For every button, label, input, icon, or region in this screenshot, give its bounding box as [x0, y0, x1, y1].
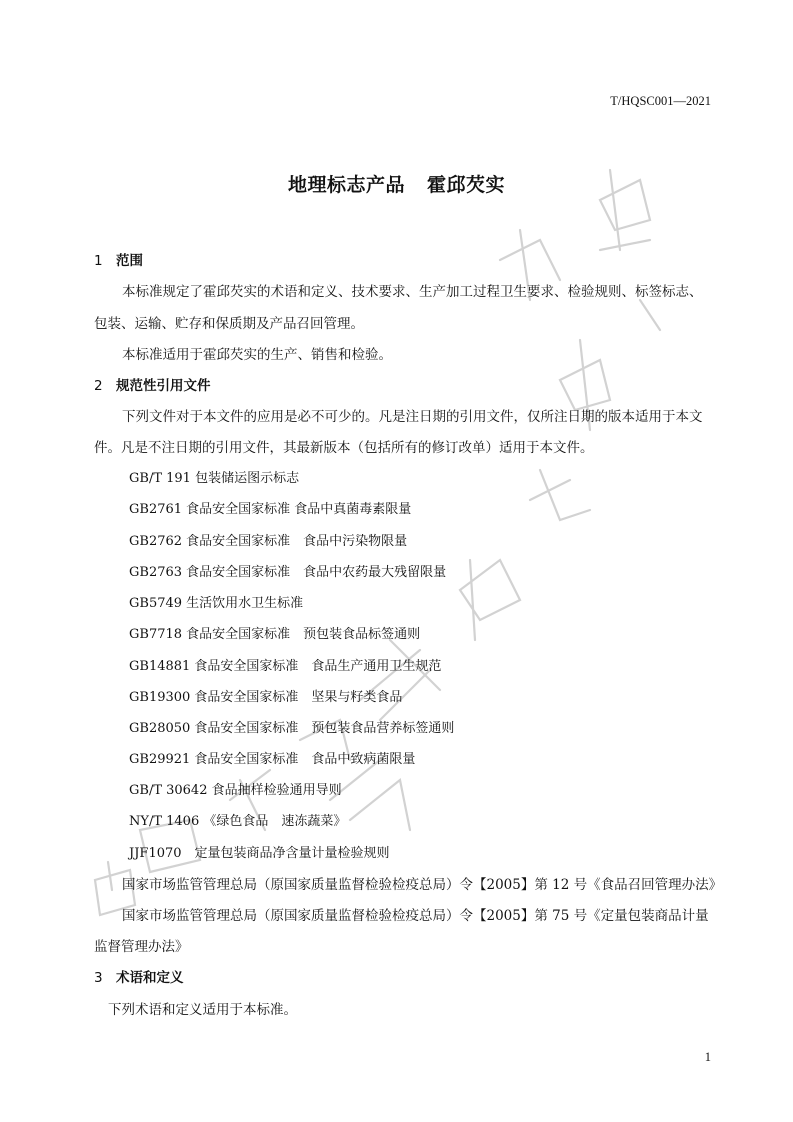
section-heading-terms-definitions — [94, 966, 184, 986]
reference-item: GB/T 30642 食品抽样检验通用导则 — [129, 783, 342, 798]
section-number: 1 — [94, 253, 103, 269]
page-number: 1 — [704, 1050, 711, 1064]
section-title: 规范性引用文件 — [116, 378, 211, 394]
reference-item: GB14881 食品安全国家标准 食品生产通用卫生规范 — [129, 659, 442, 674]
regulation-item: 国家市场监管管理总局（原国家质量监督检验检疫总局）令【2005】第 12 号《食品召回管理办法》 — [122, 877, 723, 893]
paragraph-line: 包装、运输、贮存和保质期及产品召回管理。 — [94, 316, 364, 332]
reference-item: GB7718 食品安全国家标准 预包装食品标签通则 — [129, 627, 421, 642]
section-heading-scope — [94, 249, 143, 269]
reference-item: GB29921 食品安全国家标准 食品中致病菌限量 — [129, 752, 416, 767]
reference-item: NY/T 1406 《绿色食品 速冻蔬菜》 — [129, 814, 347, 829]
document-title — [0, 170, 793, 197]
reference-item: GB19300 食品安全国家标准 坚果与籽类食品 — [129, 690, 403, 705]
regulation-item-line: 国家市场监管管理总局（原国家质量监督检验检疫总局）令【2005】第 75 号《定量包装商品计量 — [122, 908, 709, 924]
reference-item: GB28050 食品安全国家标准 预包装食品营养标签通则 — [129, 721, 455, 736]
reference-item: GB2761 食品安全国家标准 食品中真菌毒素限量 — [129, 502, 412, 517]
reference-item: GB/T 191 包装储运图示标志 — [129, 471, 300, 486]
reference-item: GB5749 生活饮用水卫生标准 — [129, 596, 304, 611]
reference-item: GB2763 食品安全国家标准 食品中农药最大残留限量 — [129, 565, 447, 580]
document-code: T/HQSC001—2021 — [610, 94, 711, 108]
paragraph-line: 本标准规定了霍邱芡实的术语和定义、技术要求、生产加工过程卫生要求、检验规则、标签标志、 — [122, 284, 703, 300]
section-number: 3 — [94, 970, 103, 986]
section-number: 2 — [94, 378, 103, 394]
regulation-item-line: 监督管理办法》 — [94, 939, 189, 955]
reference-item: JJF1070 定量包装商品净含量计量检验规则 — [129, 846, 390, 861]
section-heading-normative-references — [94, 374, 211, 394]
paragraph-line: 下列文件对于本文件的应用是必不可少的。凡是注日期的引用文件，仅所注日期的版本适用于本文 — [122, 409, 703, 425]
section-title: 范围 — [116, 253, 143, 269]
paragraph-line: 件。凡是不注日期的引用文件，其最新版本（包括所有的修订改单）适用于本文件。 — [94, 440, 594, 456]
paragraph: 下列术语和定义适用于本标准。 — [108, 1002, 297, 1018]
reference-item: GB2762 食品安全国家标准 食品中污染物限量 — [129, 534, 408, 549]
paragraph: 本标准适用于霍邱芡实的生产、销售和检验。 — [122, 347, 392, 363]
title-product-type: 地理标志产品 — [287, 174, 405, 196]
title-product-name: 霍邱芡实 — [427, 174, 506, 196]
section-title: 术语和定义 — [116, 970, 184, 986]
